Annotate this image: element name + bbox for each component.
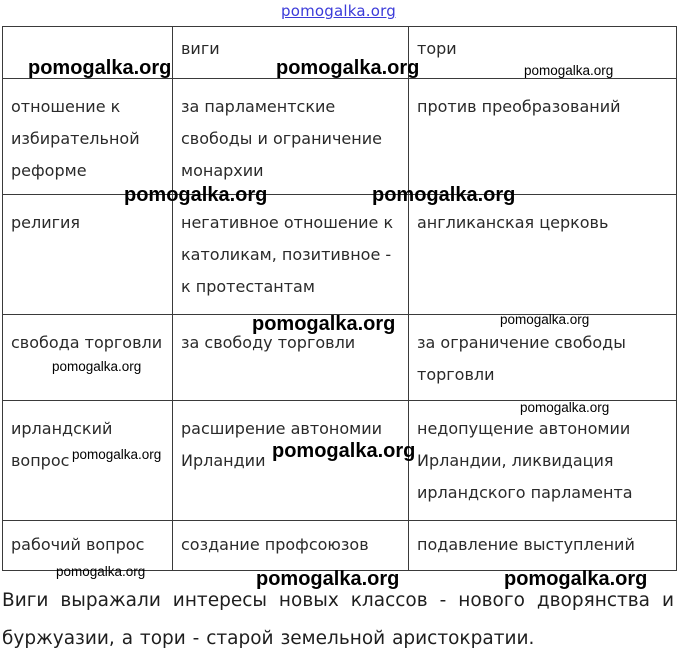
site-header-link[interactable]: pomogalka.org — [281, 2, 396, 20]
watermark: pomogalka.org — [520, 400, 610, 415]
tories-cell: недопущение автономии Ирландии, ликвидация ирландского парламента — [409, 401, 677, 521]
row-label: ирландский вопрос — [3, 401, 173, 521]
header-cell-whigs: виги — [173, 27, 409, 79]
watermark: pomogalka.org — [256, 568, 400, 590]
row-label: свобода торговли — [3, 315, 173, 401]
tories-cell: против преобразований — [409, 79, 677, 195]
whigs-cell: за свободу торговли — [173, 315, 409, 401]
row-label: отношение к избирательной реформе — [3, 79, 173, 195]
watermark: pomogalka.org — [272, 440, 416, 462]
watermark: pomogalka.org — [124, 184, 268, 206]
tories-cell: англиканская церковь — [409, 195, 677, 315]
tories-cell: за ограничение свободы торговли — [409, 315, 677, 401]
watermark: pomogalka.org — [52, 359, 142, 374]
watermark: pomogalka.org — [500, 312, 590, 327]
tories-cell: подавление выступлений — [409, 521, 677, 571]
comparison-table — [2, 26, 677, 571]
watermark: pomogalka.org — [372, 184, 516, 206]
whigs-cell: за парламентские свободы и ограничение монархии — [173, 79, 409, 195]
whigs-cell: создание профсоюзов — [173, 521, 409, 571]
watermark: pomogalka.org — [524, 63, 614, 78]
watermark: pomogalka.org — [252, 313, 396, 335]
table-row — [3, 195, 677, 315]
whigs-cell: расширение автономии Ирландии — [173, 401, 409, 521]
watermark: pomogalka.org — [276, 57, 420, 79]
table-row — [3, 521, 677, 571]
row-label: рабочий вопрос — [3, 521, 173, 571]
row-label: религия — [3, 195, 173, 315]
watermark: pomogalka.org — [28, 57, 172, 79]
watermark: pomogalka.org — [56, 564, 146, 579]
table-row — [3, 79, 677, 195]
watermark: pomogalka.org — [504, 568, 648, 590]
header-cell-tories: тори — [409, 27, 677, 79]
whigs-cell: негативное отношение к католикам, позитивное - к протестантам — [173, 195, 409, 315]
conclusion-text: Виги выражали интересы новых классов - нового дворянства и буржуазии, а тори - старой земельной аристократии. — [2, 590, 674, 649]
watermark: pomogalka.org — [72, 447, 162, 462]
